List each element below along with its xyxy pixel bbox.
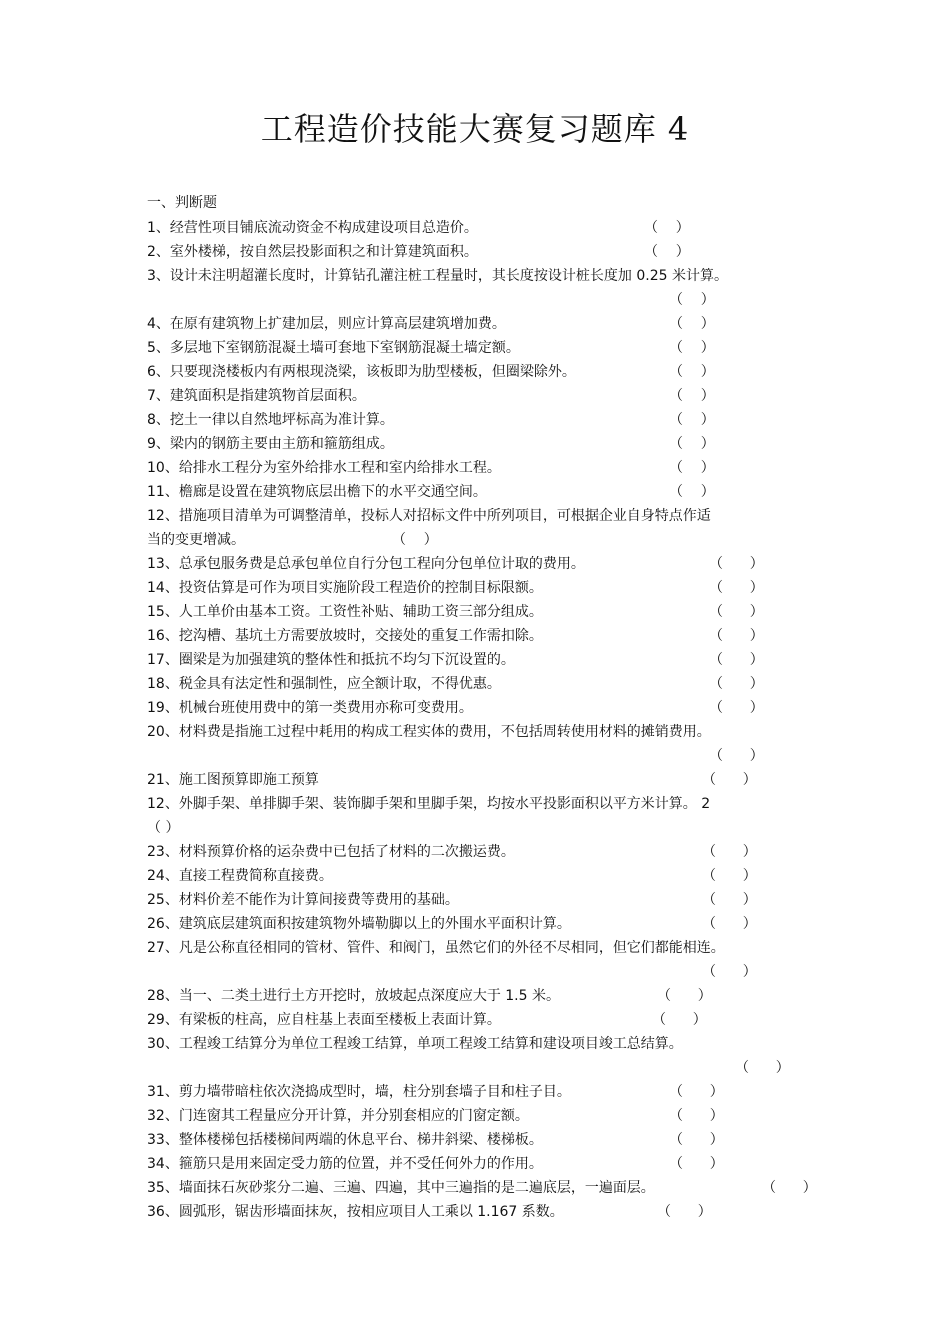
question-line xyxy=(147,288,817,312)
answer-blank: （ ） xyxy=(702,844,757,860)
question-text: （ ） xyxy=(147,820,180,836)
answer-blank: （ ） xyxy=(669,1084,724,1100)
question-line xyxy=(147,960,817,984)
answer-blank: （ ） xyxy=(709,748,764,764)
question-line xyxy=(147,384,817,408)
answer-blank: （ ） xyxy=(702,772,757,788)
question-line xyxy=(147,696,817,720)
question-text: 7、建筑面积是指建筑物首层面积。 xyxy=(147,388,366,404)
answer-blank: （ ） xyxy=(709,652,764,668)
question-text: 24、直接工程费简称直接费。 xyxy=(147,868,333,884)
question-line xyxy=(147,1056,817,1080)
question-line xyxy=(147,552,817,576)
question-line xyxy=(147,648,817,672)
question-line xyxy=(147,1080,817,1104)
answer-blank: （ ） xyxy=(669,484,715,500)
question-line xyxy=(147,1104,817,1128)
question-line xyxy=(147,528,817,552)
question-text: 3、设计未注明超灌长度时，计算钻孔灌注桩工程量时，其长度按设计桩长度加 0.25 米计算。 xyxy=(147,268,728,284)
question-line xyxy=(147,936,817,960)
section-heading: 一、判断题 xyxy=(147,195,217,211)
answer-blank: （ ） xyxy=(669,412,715,428)
question-line xyxy=(147,456,817,480)
question-text: 16、挖沟槽、基坑土方需要放坡时，交接处的重复工作需扣除。 xyxy=(147,628,543,644)
question-line xyxy=(147,336,817,360)
question-line xyxy=(147,360,817,384)
question-text: 26、建筑底层建筑面积按建筑物外墙勒脚以上的外围水平面积计算。 xyxy=(147,916,571,932)
question-text: 18、税金具有法定性和强制性，应全额计取，不得优惠。 xyxy=(147,676,501,692)
question-line xyxy=(147,1200,817,1224)
question-line xyxy=(147,408,817,432)
page-title: 工程造价技能大赛复习题库 4 xyxy=(260,110,690,148)
answer-blank: （ ） xyxy=(669,364,715,380)
question-line xyxy=(147,480,817,504)
question-text: 19、机械台班使用费中的第一类费用亦称可变费用。 xyxy=(147,700,473,716)
question-line xyxy=(147,720,817,744)
question-line xyxy=(147,792,817,816)
answer-blank: （ ） xyxy=(702,964,757,980)
question-text: 30、工程竣工结算分为单位工程竣工结算，单项工程竣工结算和建设项目竣工总结算。 xyxy=(147,1036,683,1052)
answer-blank: （ ） xyxy=(669,1156,724,1172)
question-line xyxy=(147,1152,817,1176)
answer-blank: （ ） xyxy=(669,1108,724,1124)
answer-blank: （ ） xyxy=(735,1060,790,1076)
answer-blank: （ ） xyxy=(669,292,715,308)
question-text: 12、措施项目清单为可调整清单，投标人对招标文件中所列项目，可根据企业自身特点作适 xyxy=(147,508,711,524)
question-text: 8、挖土一律以自然地坪标高为准计算。 xyxy=(147,412,394,428)
answer-blank: （ ） xyxy=(669,316,715,332)
question-line xyxy=(147,840,817,864)
answer-blank: （ ） xyxy=(669,460,715,476)
question-text: 9、梁内的钢筋主要由主筋和箍筋组成。 xyxy=(147,436,394,452)
question-line xyxy=(147,1176,817,1200)
answer-blank: （ ） xyxy=(709,700,764,716)
question-line xyxy=(147,1128,817,1152)
answer-blank: （ ） xyxy=(669,340,715,356)
question-line xyxy=(147,240,817,264)
question-text: 36、圆弧形，锯齿形墙面抹灰，按相应项目人工乘以 1.167 系数。 xyxy=(147,1204,564,1220)
answer-blank: （ ） xyxy=(669,1132,724,1148)
question-text: 20、材料费是指施工过程中耗用的构成工程实体的费用，不包括周转使用材料的摊销费用。 xyxy=(147,724,711,740)
question-text: 34、箍筋只是用来固定受力筋的位置，并不受任何外力的作用。 xyxy=(147,1156,543,1172)
answer-blank: （ ） xyxy=(709,580,764,596)
question-text: 35、墙面抹石灰砂浆分二遍、三遍、四遍，其中三遍指的是二遍底层，一遍面层。 xyxy=(147,1180,655,1196)
question-text: 11、檐廊是设置在建筑物底层出檐下的水平交通空间。 xyxy=(147,484,487,500)
question-line xyxy=(147,216,817,240)
question-text: 21、施工图预算即施工预算 xyxy=(147,772,319,788)
question-text: 27、凡是公称直径相同的管材、管件、和阀门，虽然它们的外径不尽相同，但它们都能相连。 xyxy=(147,940,725,956)
question-text: 6、只要现浇楼板内有两根现浇梁，该板即为肋型楼板，但圈梁除外。 xyxy=(147,364,576,380)
answer-blank: （ ） xyxy=(709,604,764,620)
question-text: 15、人工单价由基本工资。工资性补贴、辅助工资三部分组成。 xyxy=(147,604,543,620)
question-line xyxy=(147,504,817,528)
answer-blank: （ ） xyxy=(702,916,757,932)
question-text: 33、整体楼梯包括楼梯间两端的休息平台、梯井斜梁、楼梯板。 xyxy=(147,1132,543,1148)
question-line xyxy=(147,312,817,336)
answer-blank: （ ） xyxy=(669,436,715,452)
question-text: 2、室外楼梯，按自然层投影面积之和计算建筑面积。 xyxy=(147,244,478,260)
answer-blank: （ ） xyxy=(392,532,438,548)
question-text: 23、材料预算价格的运杂费中已包括了材料的二次搬运费。 xyxy=(147,844,515,860)
question-line xyxy=(147,984,817,1008)
question-text: 32、门连窗其工程量应分开计算，并分别套相应的门窗定额。 xyxy=(147,1108,529,1124)
answer-blank: （ ） xyxy=(657,1204,712,1220)
answer-blank: （ ） xyxy=(657,988,712,1004)
question-text: 13、总承包服务费是总承包单位自行分包工程向分包单位计取的费用。 xyxy=(147,556,585,572)
question-text: 10、给排水工程分为室外给排水工程和室内给排水工程。 xyxy=(147,460,501,476)
question-line xyxy=(147,768,817,792)
answer-blank: （ ） xyxy=(652,1012,707,1028)
question-line xyxy=(147,1032,817,1056)
question-line xyxy=(147,432,817,456)
question-text: 4、在原有建筑物上扩建加层，则应计算高层建筑增加费。 xyxy=(147,316,506,332)
answer-blank: （ ） xyxy=(644,220,690,236)
question-line xyxy=(147,672,817,696)
answer-blank: （ ） xyxy=(709,556,764,572)
answer-blank: （ ） xyxy=(669,388,715,404)
question-line xyxy=(147,744,817,768)
answer-blank: （ ） xyxy=(762,1180,817,1196)
question-line xyxy=(147,264,817,288)
answer-blank: （ ） xyxy=(644,244,690,260)
answer-blank: （ ） xyxy=(709,628,764,644)
question-text: 14、投资估算是可作为项目实施阶段工程造价的控制目标限额。 xyxy=(147,580,543,596)
question-line xyxy=(147,600,817,624)
answer-blank: （ ） xyxy=(702,892,757,908)
answer-blank: （ ） xyxy=(702,868,757,884)
question-line xyxy=(147,1008,817,1032)
question-line xyxy=(147,864,817,888)
question-text: 17、圈梁是为加强建筑的整体性和抵抗不均匀下沉设置的。 xyxy=(147,652,515,668)
answer-blank: （ ） xyxy=(709,676,764,692)
question-text: 5、多层地下室钢筋混凝土墙可套地下室钢筋混凝土墙定额。 xyxy=(147,340,520,356)
question-text: 1、经营性项目铺底流动资金不构成建设项目总造价。 xyxy=(147,220,478,236)
question-text: 12、外脚手架、单排脚手架、装饰脚手架和里脚手架，均按水平投影面积以平方米计算。 2 xyxy=(147,796,711,812)
question-text: 31、剪力墙带暗柱依次浇捣成型时，墙，柱分别套墙子目和柱子目。 xyxy=(147,1084,571,1100)
question-line xyxy=(147,888,817,912)
question-line xyxy=(147,624,817,648)
question-line xyxy=(147,816,817,840)
question-line xyxy=(147,576,817,600)
question-text: 28、当一、二类土进行土方开挖时，放坡起点深度应大于 1.5 米。 xyxy=(147,988,560,1004)
question-text: 25、材料价差不能作为计算间接费等费用的基础。 xyxy=(147,892,459,908)
question-text: 当的变更增减。 xyxy=(147,532,245,548)
question-line xyxy=(147,912,817,936)
question-text: 29、有梁板的柱高，应自柱基上表面至楼板上表面计算。 xyxy=(147,1012,501,1028)
